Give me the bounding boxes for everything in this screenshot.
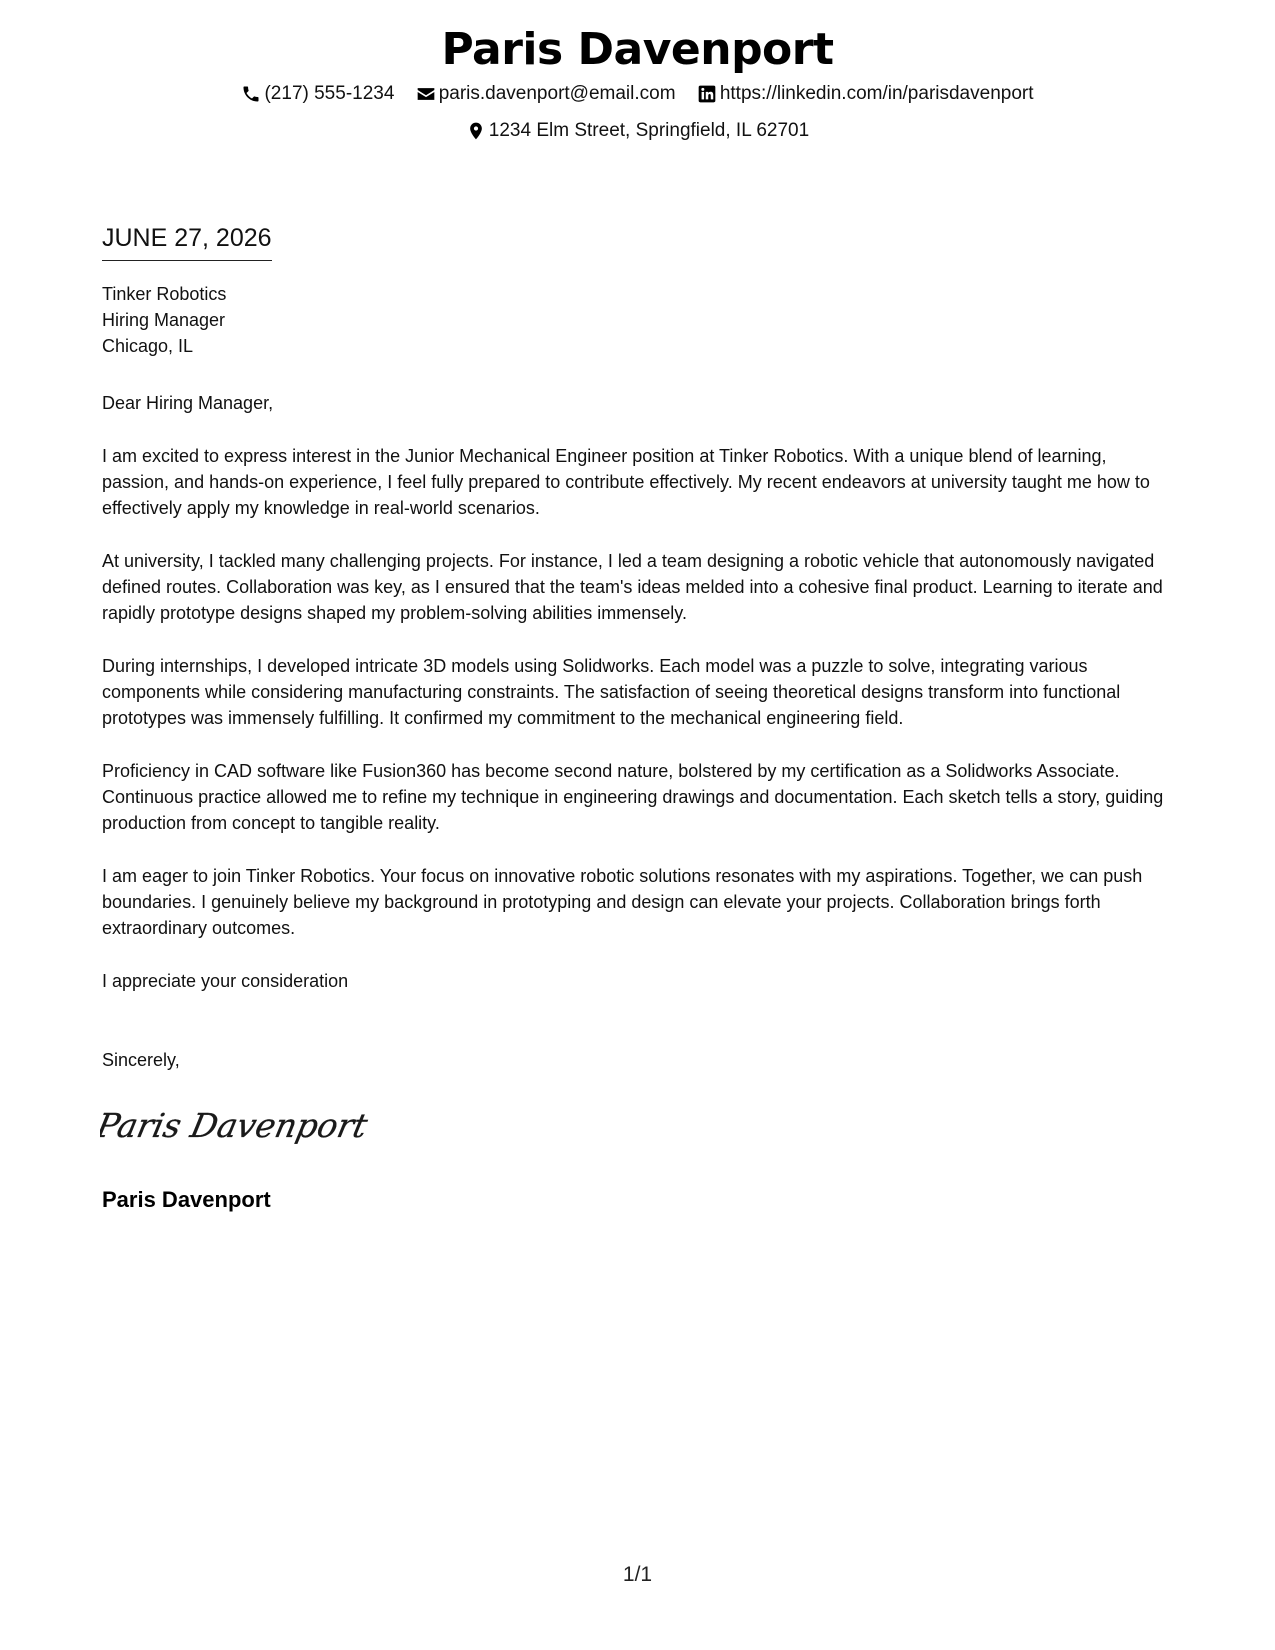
phone-text: (217) 555-1234 [264, 83, 395, 104]
body-paragraph-2: At university, I tackled many challenging projects. For instance, I led a team designing a robotic vehicle that autonomously navigated defined routes. Collaboration was key, as I ensured that the team's ideas melded into a cohesive final product. Learning to iterate and rapidly prototype designs shaped my problem-solving abilities immensely. [102, 551, 1163, 623]
phone-contact[interactable] [241, 80, 394, 108]
recipient-location: Chicago, IL [102, 336, 194, 356]
letter-header [0, 22, 1275, 150]
location-icon [466, 121, 486, 141]
letter-date: JUNE 27, 2026 [102, 222, 272, 261]
recipient-company: Tinker Robotics [102, 284, 227, 304]
body-paragraph-3: During internships, I developed intricate 3D models using Solidworks. Each model was a puzzle to solve, integrating various components while considering manufacturing constraints. The satisfaction of seeing theoretical designs transform into functional prototypes was immensely fulfilling. It confirmed my commitment to the mechanical engineering field. [102, 656, 1121, 728]
body-paragraph-5: I am eager to join Tinker Robotics. Your focus on innovative robotic solutions resonates with my aspirations. Together, we can push boundaries. I genuinely believe my background in prototyping and design can elevate your projects. Collaboration brings forth extraordinary outcomes. [102, 866, 1143, 938]
recipient-block [102, 281, 226, 359]
signed-name: Paris Davenport [102, 1187, 271, 1212]
body-paragraph-4: Proficiency in CAD software like Fusion360 has become second nature, bolstered by my certification as a Solidworks Associate. Continuous practice allowed me to refine my technique in engineering drawings and documentation. Each sketch tells a story, guiding production from concept to tangible reality. [102, 761, 1164, 833]
email-text: paris.davenport@email.com [438, 83, 676, 104]
page-number: 1/1 [622, 1563, 653, 1586]
signature-glyphs: Paris Davenport [100, 1106, 370, 1145]
address-text: 1234 Elm Street, Springfield, IL 62701 [488, 120, 810, 141]
email-icon [416, 84, 436, 104]
email-contact[interactable] [416, 80, 676, 108]
greeting: Dear Hiring Manager, [102, 393, 274, 413]
linkedin-text: https://linkedin.com/in/parisdavenport [719, 83, 1034, 104]
linkedin-icon [697, 84, 717, 104]
letter-body [102, 390, 1177, 1021]
handwritten-signature [100, 1103, 370, 1156]
linkedin-contact[interactable] [697, 80, 1034, 108]
address-contact [466, 117, 809, 145]
body-paragraph-1: I am excited to express interest in the Junior Mechanical Engineer position at Tinker Robotics. With a unique blend of learning, passion, and hands-on experience, I feel fully prepared to contribute effectively. My recent endeavors at university taught me how to effectively apply my knowledge in real-world scenarios. [102, 446, 1150, 518]
closing: Sincerely, [102, 1050, 180, 1070]
letter-date-block [102, 222, 272, 261]
contact-row [0, 80, 1275, 113]
recipient-title: Hiring Manager [102, 310, 226, 330]
body-paragraph-6: I appreciate your consideration [102, 971, 349, 991]
address-row [0, 117, 1275, 150]
applicant-name: Paris Davenport [441, 24, 834, 75]
phone-icon [241, 84, 261, 104]
